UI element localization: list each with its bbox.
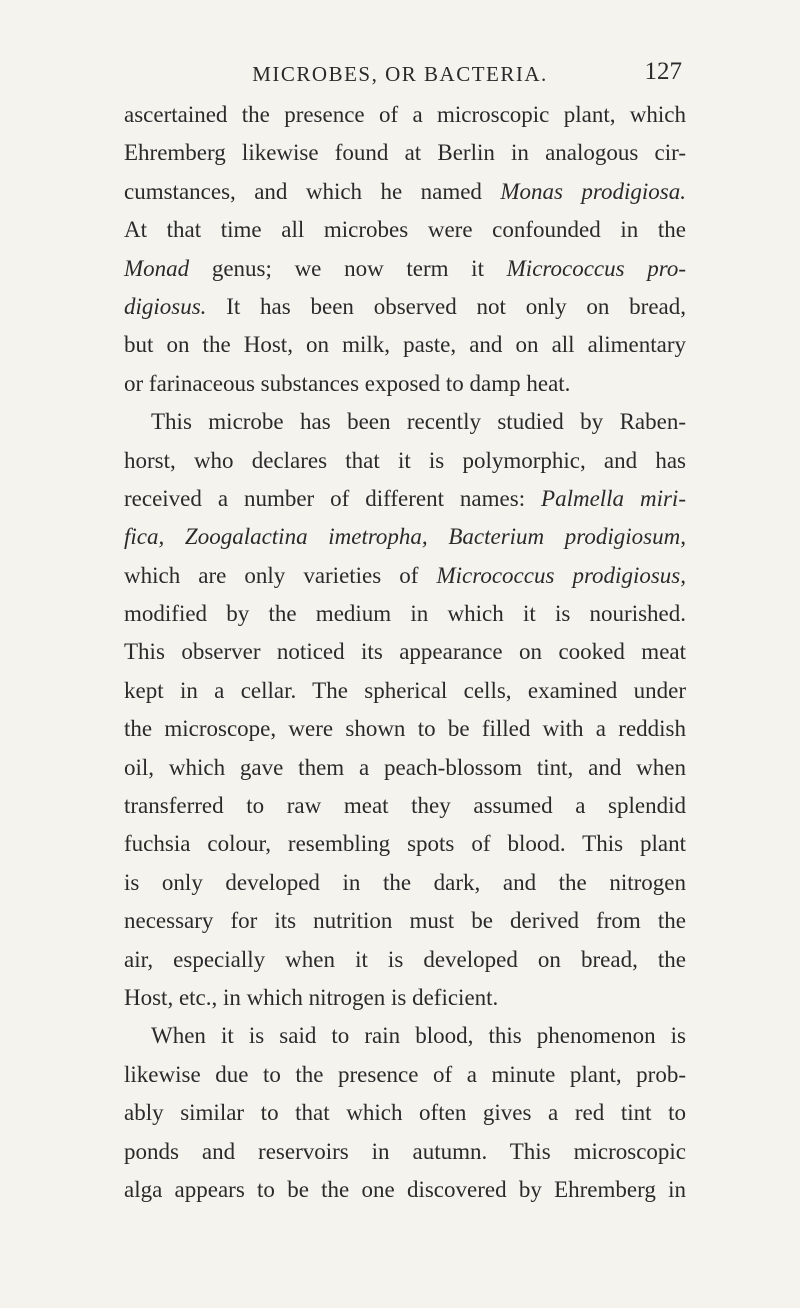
text-run: is only developed in the dark, and the nitrogen: [124, 869, 686, 895]
text-run: Host, etc., in which nitrogen is deficient.: [124, 984, 499, 1010]
text-line: [124, 864, 686, 902]
text-line: [124, 1133, 686, 1171]
text-line: [124, 825, 686, 863]
italic-term: Monas prodigiosa.: [500, 178, 686, 204]
italic-term: digiosus.: [124, 293, 207, 319]
text-line: [124, 633, 686, 671]
text-run: cumstances, and which he named: [124, 178, 501, 204]
text-run: necessary for its nutrition must be derived from the: [124, 908, 686, 934]
italic-term: Monad: [124, 255, 190, 281]
text-line: [124, 442, 686, 480]
page-number: 127: [644, 58, 682, 85]
text-line: [124, 326, 686, 364]
text-run: or farinaceous substances exposed to damp heat.: [124, 370, 571, 396]
text-line: [124, 96, 686, 134]
text-run: This observer noticed its appearance on cooked meat: [124, 639, 686, 665]
text-run: fuchsia colour, resembling spots of blood. This plant: [124, 831, 686, 857]
body-text: [124, 96, 686, 1209]
text-line: [124, 941, 686, 979]
text-line: [124, 250, 686, 288]
running-head-title: MICROBES, OR BACTERIA.: [252, 62, 548, 86]
running-head: [0, 58, 800, 94]
text-run: ascertained the presence of a microscopic plant, which: [124, 102, 686, 127]
paragraph-start-line: [124, 403, 686, 441]
text-line: [124, 595, 686, 633]
text-run: kept in a cellar. The spherical cells, examined under: [124, 677, 686, 703]
text-line: [124, 480, 686, 518]
text-run: ponds and reservoirs in autumn. This microscopic: [124, 1138, 686, 1164]
text-run: transferred to raw meat they assumed a splendid: [124, 793, 686, 819]
text-run: When it is said to rain blood, this phenomenon is: [151, 1023, 686, 1049]
italic-term: Micrococcus pro-: [506, 255, 687, 281]
text-run: It has been observed not only on bread,: [206, 293, 686, 319]
text-run: modified by the medium in which it is nourished.: [124, 601, 686, 627]
text-line: [124, 134, 686, 172]
text-line: [124, 173, 686, 211]
text-line: [124, 211, 686, 249]
text-run: horst, who declares that it is polymorphic, and has: [124, 447, 686, 473]
text-line: [124, 979, 686, 1017]
text-line: [124, 1171, 686, 1209]
text-line: [124, 787, 686, 825]
text-run: ably similar to that which often gives a red tint to: [124, 1100, 686, 1126]
text-run: alga appears to be the one discovered by Ehremberg in: [124, 1176, 686, 1202]
text-run: Ehremberg likewise found at Berlin in analogous cir-: [124, 140, 686, 166]
text-line: [124, 1094, 686, 1132]
text-line: [124, 1056, 686, 1094]
text-run: oil, which gave them a peach-blossom tint, and when: [124, 754, 686, 780]
text-line: [124, 672, 686, 710]
italic-term: fica, Zoogalactina imetropha, Bacterium prodigiosum,: [124, 524, 686, 550]
text-line: [124, 518, 686, 556]
text-run: air, especially when it is developed on bread, the: [124, 946, 686, 972]
text-run: the microscope, were shown to be filled with a reddish: [124, 716, 686, 742]
text-line: [124, 288, 686, 326]
italic-term: Micrococcus prodigiosus,: [436, 562, 686, 588]
text-line: [124, 749, 686, 787]
text-line: [124, 365, 686, 403]
text-run: but on the Host, on milk, paste, and on all alimentary: [124, 332, 686, 358]
text-line: [124, 710, 686, 748]
text-run: At that time all microbes were confounded in the: [124, 217, 686, 243]
text-run: likewise due to the presence of a minute plant, prob-: [124, 1061, 686, 1087]
text-run: genus; we now term it: [189, 255, 507, 281]
text-line: [124, 902, 686, 940]
paragraph-start-line: [124, 1017, 686, 1055]
text-line: [124, 557, 686, 595]
text-run: received a number of different names:: [124, 485, 542, 511]
italic-term: Palmella miri-: [541, 485, 686, 511]
text-run: which are only varieties of: [124, 562, 437, 588]
text-run: This microbe has been recently studied by Raben-: [151, 409, 686, 435]
